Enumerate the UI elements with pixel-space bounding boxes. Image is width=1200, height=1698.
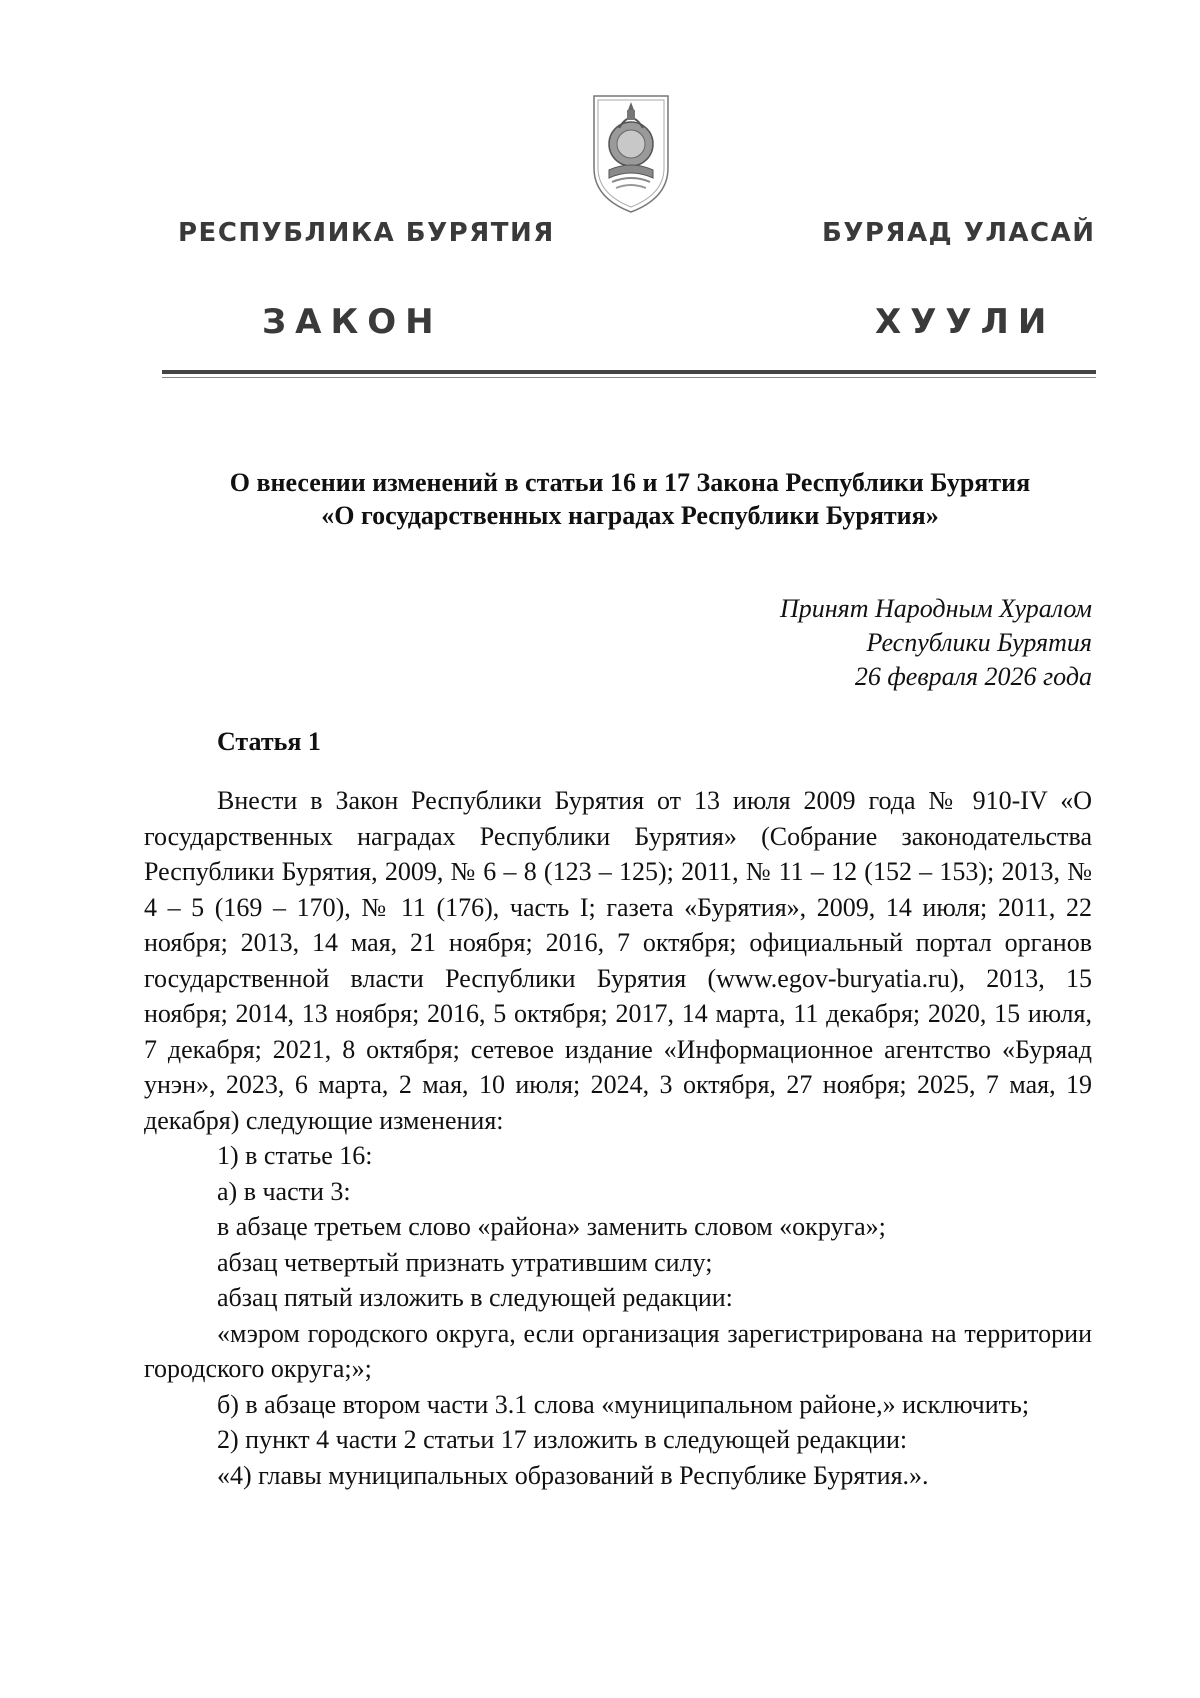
republic-name-buryat: БУРЯАД УЛАСАЙ (822, 218, 1096, 248)
law-title (160, 466, 1100, 532)
law-label-russian: ЗАКОН (262, 302, 443, 342)
law-title-line: «О государственных наградах Республики Бурятия» (321, 501, 939, 530)
adoption-note (780, 592, 1092, 694)
adoption-line: Принят Народным Хуралом (779, 594, 1092, 623)
coat-of-arms-emblem (590, 88, 672, 216)
article-body (144, 783, 1092, 1493)
article-paragraph: «мэром городского округа, если организация зарегистрирована на территории городского округа;»; (144, 1318, 1092, 1383)
article-paragraph: 2) пункт 4 части 2 статьи 17 изложить в следующей редакции: (217, 1425, 908, 1454)
article-paragraph: 1) в статье 16: (217, 1141, 373, 1170)
law-label-buryat: ХУУЛИ (875, 302, 1056, 342)
article-paragraph: абзац пятый изложить в следующей редакции: (217, 1283, 733, 1312)
header-divider (162, 370, 1096, 374)
adoption-line: Республики Бурятия (866, 628, 1092, 657)
article-paragraph: Внести в Закон Республики Бурятия от 13 июля 2009 года № 910-IV «О государственных наградах Республики Бурятия» (Собрание законодательства Республики Бурятия, 2009, № 6 – 8 (123 – 125); 2011, № 11 – 12 (152 – 153); 2013, № 4 – 5 (169 – 170), № 11 (176), часть I; газета «Бурятия», 2009, 14 июля; 2011, 22 ноября; 2013, 14 мая, 21 ноября; 2016, 7 октября; официальный портал органов государственной власти Республики Бурятия (www.egov-buryatia.ru), 2013, 15 ноября; 2014, 13 ноября; 2016, 5 октября; 2017, 14 марта, 11 декабря; 2020, 15 июля, 7 декабря; 2021, 8 октября; сетевое издание «Информационное агентство «Буряад унэн», 2023, 6 марта, 2 мая, 10 июля; 2024, 3 октября, 27 ноября; 2025, 7 мая, 19 декабря) следующие изменения: (144, 786, 1092, 1135)
header-divider-thin (162, 377, 1096, 378)
article-paragraph: в абзаце третьем слово «района» заменить словом «округа»; (217, 1212, 886, 1241)
article-heading: Статья 1 (217, 727, 321, 756)
republic-name-russian: РЕСПУБЛИКА БУРЯТИЯ (178, 218, 555, 248)
adoption-date: 26 февраля 2026 года (854, 662, 1092, 691)
article-paragraph: абзац четвертый признать утратившим силу; (217, 1247, 713, 1277)
article-paragraph: а) в части 3: (217, 1176, 351, 1206)
article-paragraph: «4) главы муниципальных образований в Республике Бурятия.». (217, 1460, 929, 1490)
law-title-line: О внесении изменений в статьи 16 и 17 Закона Республики Бурятия (229, 468, 1031, 497)
article-paragraph: б) в абзаце втором части 3.1 слова «муниципальном районе,» исключить; (217, 1389, 1030, 1419)
